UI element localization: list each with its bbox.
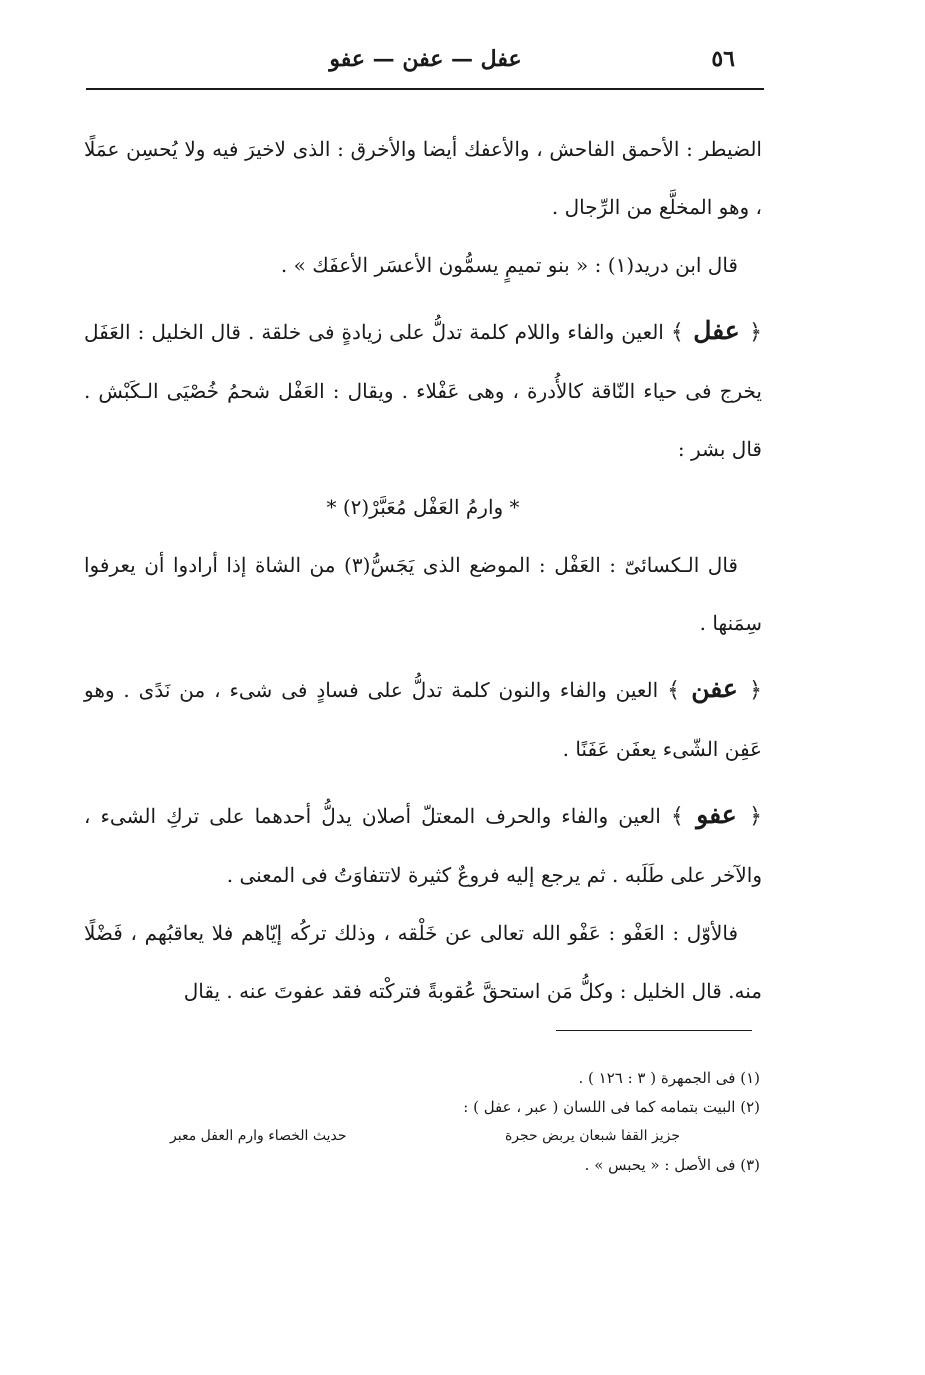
paragraph-daytar: الضيطر : الأحمق الفاحش ، والأعفك أيضا والأخرق : الذى لاخيرَ فيه ولا يُحسِن عمَلًا ، وهو المخلَّع من الرِّجال . (84, 137, 762, 219)
entry-headword-afw (671, 800, 762, 829)
bracket-open: ﴿ (749, 320, 762, 345)
paragraph-kisai: قال الـكسائىّ : العَفْل : الموضع الذى يَجَسُّ(٣) من الشاة إذا أرادوا أن يعرفوا سِمَنها . (84, 553, 762, 635)
headword-afl-text: عفل (693, 316, 740, 345)
bracket-open: ﴿ (749, 804, 762, 829)
bracket-close: ﴾ (667, 678, 680, 703)
paragraph-awwal: فالأوّل : العَفْو : عَفْو الله تعالى عن خَلْقه ، وذلك تركُه إيّاهم فلا يعاقبُهم ، فَضْلًا منه. قال الخليل : وكلُّ مَن استحقَّ عُقوبةً فتركْته فقد عفوتَ عنه . يقال (84, 921, 762, 1003)
bracket-open: ﴿ (749, 678, 762, 703)
entry-headword-afl (671, 316, 762, 345)
entry-afw (84, 786, 762, 904)
headword-afn-text: عفن (691, 674, 738, 703)
entry-afl-text: العين والفاء واللام كلمة تدلُّ على زيادةٍ فى خلقة . قال الخليل : العَفَل يخرج فى حياء النّاقة كالأُدرة ، وهى عَفْلاء . ويقال : العَفْل شحمُ خُصْيَى الـكَبْش . قال بشر : (84, 320, 762, 461)
entry-headword-afn (667, 674, 762, 703)
footnote-1: (١) فى الجمهرة ( ٣ : ١٢٦ ) . (578, 1069, 760, 1087)
running-title: عفل — عفن — عفو (329, 46, 522, 72)
footnote-rule (556, 1030, 752, 1031)
paragraph-ibn-durayd: قال ابن دريد(١) : « بنو تميمٍ يسمُّون الأعسَر الأعفَك » . (280, 253, 738, 277)
entry-afn-text: العين والفاء والنون كلمة تدلُّ على فسادٍ فى شىء ، من نَدًى . وهو عَفِن الشّىء يعفَن عَفَنًا . (84, 678, 762, 761)
footnote-verse (150, 1122, 760, 1151)
bracket-close: ﴾ (670, 320, 684, 345)
main-text (84, 120, 762, 1020)
page-header (88, 46, 763, 86)
verse-line: * وارمُ العَفْل مُعَبَّرْ(٢) * (326, 495, 520, 519)
header-rule (86, 88, 764, 90)
footnote-verse-second-hemistich: حديث الخصاء وارم العفل معبر (170, 1128, 347, 1144)
footnote-2: (٢) البيت بتمامه كما فى اللسان ( عبر ، عفل ) : (463, 1098, 760, 1116)
bracket-close: ﴾ (670, 804, 684, 829)
entry-afl (84, 302, 762, 478)
footnotes (150, 1064, 760, 1180)
footnote-3: (٣) فى الأصل : « يحبس » . (584, 1156, 760, 1174)
footnote-verse-first-hemistich: جزيز القفا شبعان يربض حجرة (504, 1128, 680, 1144)
headword-afw-text: عفو (696, 800, 737, 829)
entry-afn (84, 660, 762, 778)
page-number: ٥٦ (711, 46, 735, 72)
entry-afw-text: العين والفاء والحرف المعتلّ أصلان يدلُّ أحدهما على تركِ الشىء ، والآخر على طَلَبه . ثم يرجع إليه فروعٌ كثيرة لاتتفاوَتُ فى المعنى . (84, 804, 762, 887)
